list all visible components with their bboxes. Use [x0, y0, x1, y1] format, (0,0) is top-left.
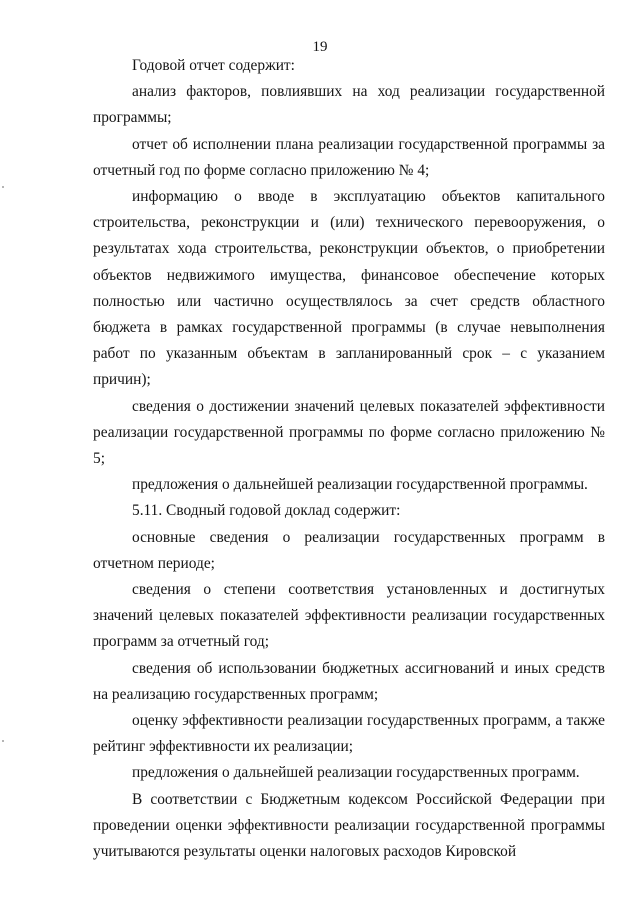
page-number: 19: [312, 39, 328, 55]
paragraph-budget-code: В соответствии с Бюджетным кодексом Российской Федерации при проведении оценки эффективности реализации государственной программы учитываются результаты оценки налоговых расходов Кировской: [93, 790, 605, 861]
scan-speck: [2, 186, 4, 188]
paragraph-basic-information: основные сведения о реализации государственных программ в отчетном периоде;: [93, 528, 605, 572]
paragraph-plan-execution-report: отчет об исполнении плана реализации государственной программы за отчетный год по форме согласно приложению № 4;: [93, 135, 605, 179]
document-body: [93, 53, 605, 865]
paragraph-budget-allocations: сведения об использовании бюджетных ассигнований и иных средств на реализацию государственных программ;: [93, 659, 605, 703]
paragraph-capital-construction-info: информацию о вводе в эксплуатацию объектов капитального строительства, реконструкции и (или) технического перевооружения, о результатах хода строительства, реконструкции объектов, о приобретении объектов недвижимого имущества, финансовое обеспечение которых полностью или частично осуществлялось за счет средств областного бюджета в рамках государственной программы (в случае невыполнения работ по указанным объектам в запланированный срок – с указанием причин);: [93, 188, 605, 389]
paragraph-further-implementation: предложения о дальнейшей реализации государственной программы.: [132, 476, 588, 494]
paragraph-annual-report-intro: Годовой отчет содержит:: [132, 57, 295, 74]
paragraph-target-indicators: сведения о достижении значений целевых показателей эффективности реализации государственной программы по форме согласно приложению № 5;: [93, 397, 605, 468]
paragraph-factors-analysis: анализ факторов, повлиявших на ход реализации государственной программы;: [93, 83, 605, 127]
paragraph-efficiency-rating: оценку эффективности реализации государственных программ, а также рейтинг эффективности их реализации;: [93, 712, 605, 756]
paragraph-compliance-degree: сведения о степени соответствия установленных и достигнутых значений целевых показателей эффективности реализации государственных программ за отчетный год;: [93, 581, 605, 651]
paragraph-programs-proposals: предложения о дальнейшей реализации государственных программ.: [132, 764, 580, 782]
scan-speck: [2, 740, 4, 742]
paragraph-section-5-11: 5.11. Сводный годовой доклад содержит:: [132, 502, 401, 520]
